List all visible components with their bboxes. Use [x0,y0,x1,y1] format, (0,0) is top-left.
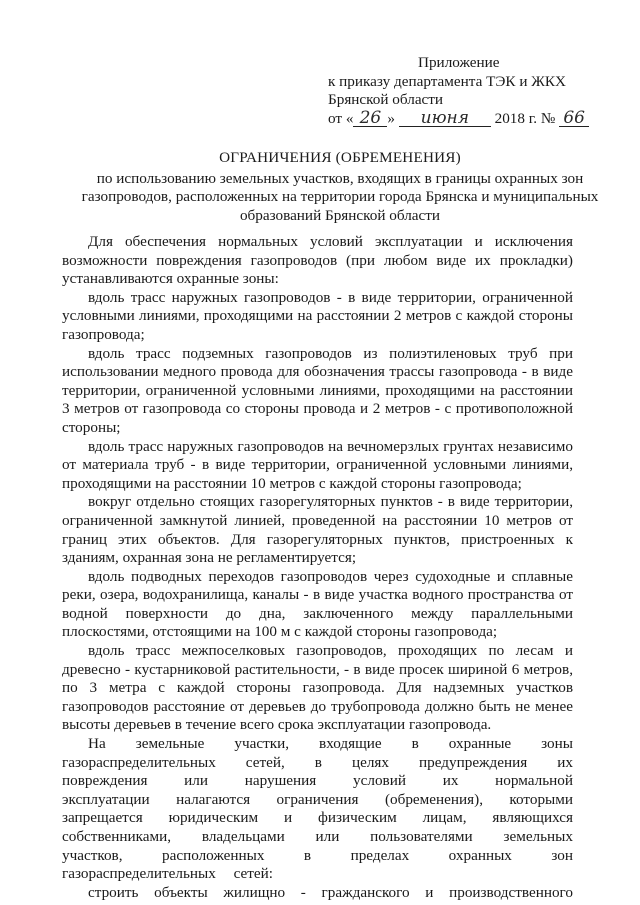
date-mid: » [387,109,396,127]
order-number: 66 [559,110,589,127]
annex-block [328,54,618,128]
paragraph-zone-polyethylene: вдоль трасс подземных газопроводов из полиэтиленовых труб при использовании медного провода для обозначения трассы газопровода - в виде территории, ограниченной условными линиями, проходящими на расстоянии 3 метров от газопровода со стороны провода и 2 метров - с противоположной стороны; [62,344,573,436]
paragraph-intro: Для обеспечения нормальных условий эксплуатации и исключения возможности повреждения газопроводов (при любом виде их прокладки) устанавливаются охранные зоны: [62,233,573,288]
paragraph-prohibition-build: строить объекты жилищно - гражданского и производственного [88,883,573,901]
annex-order-ref: к приказу департамента ТЭК и ЖКХ [328,72,566,90]
paragraph-zone-regulator: вокруг отдельно стоящих газорегуляторных пунктов - в виде территории, ограниченной замкнутой линией, проведенной на расстоянии 10 метров от границ этих объектов. Для газорегуляторных пунктов, пристроенных к зданиям, охранная зона не регламентируется; [62,493,573,567]
paragraph-zone-forest: вдоль трасс межпоселковых газопроводов, проходящих по лесам и древесно - кустарниковой растительности, - в виде просек шириной 6 метров, по 3 метра с каждой стороны газопровода. Для надземных участков газопроводов расстояние от деревьев до трубопровода должно быть не менее высоты деревьев в течение всего срока эксплуатации газопровода. [62,642,573,734]
document-title [60,149,620,225]
paragraph-zone-outdoor: вдоль трасс наружных газопроводов - в виде территории, ограниченной условными линиями, проходящими на расстоянии 2 метров с каждой стороны газопровода; [62,288,573,343]
paragraph-zone-permafrost: вдоль трасс наружных газопроводов на вечномерзлых грунтах независимо от материала труб - в виде территории, ограниченной условными линиями, проходящими на расстоянии 10 метров с каждой стороны газопровода; [62,437,573,492]
title-subtitle: по использованию земельных участков, входящих в границы охранных зон газопроводов, расположенных на территории города Брянска и муниципальных образований Брянской области [81,169,599,224]
annex-date-line [328,107,618,129]
date-prefix: от « [328,109,354,127]
document-body [62,233,573,902]
title-heading: ОГРАНИЧЕНИЯ (ОБРЕМЕНЕНИЯ) [219,149,461,166]
date-day: 26 [353,110,387,127]
paragraph-zone-underwater: вдоль подводных переходов газопроводов через судоходные и сплавные реки, озера, водохранилища, каналы - в виде участка водного пространства от водной поверхности до дна, заключенного между параллельными плоскостями, отстоящими на 100 м с каждой стороны газопровода; [62,567,573,641]
date-month: июня [399,110,491,127]
annex-title: Приложение [418,54,500,71]
date-year: 2018 г. № [494,109,556,127]
paragraph-restrictions: На земельные участки, входящие в охранные зоны газораспределительных сетей, в целях предупреждения их повреждения или нарушения условий их нормальной эксплуатации налагаются ограничения (обременения), которыми запрещается юридическим и физическим лицам, являющихся собственниками, владельцами или пользователями земельных участков, расположенных в пределах охранных зон газораспределительных сетей: [62,735,573,883]
annex-region: Брянской области [328,91,444,109]
